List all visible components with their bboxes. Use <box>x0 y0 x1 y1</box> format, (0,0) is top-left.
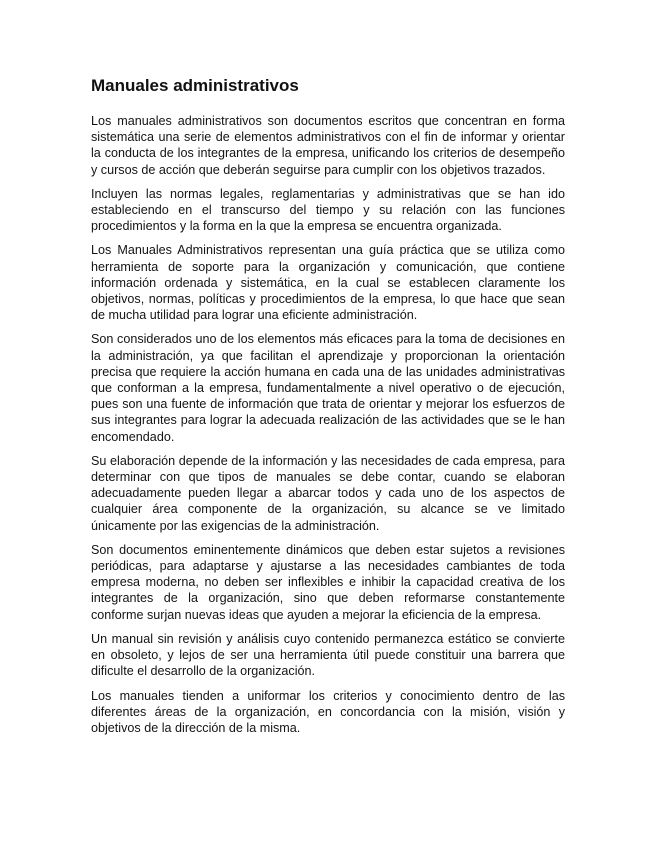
paragraph-1: Los manuales administrativos son documentos escritos que concentran en forma sistemática una serie de elementos administrativos con el fin de informar y orientar la conducta de los integrantes de la empresa, unificando los criterios de desempeño y cursos de acción que deberán seguirse para cumplir con los objetivos trazados. <box>91 114 565 177</box>
paragraph-2: Incluyen las normas legales, reglamentarias y administrativas que se han ido estableciendo en el transcurso del tiempo y su relación con las funciones procedimientos y la forma en la que la empresa se encuentra organizada. <box>91 186 565 234</box>
paragraph-3: Los Manuales Administrativos representan una guía práctica que se utiliza como herramienta de soporte para la organización y comunicación, que contiene información ordenada y sistemática, en la cual se establecen claramente los objetivos, normas, políticas y procedimientos de la empresa, lo que hace que sean de mucha utilidad para lograr una eficiente administración. <box>91 243 565 323</box>
document-page <box>91 76 565 744</box>
paragraph-7: Un manual sin revisión y análisis cuyo contenido permanezca estático se convierte en obsoleto, y lejos de ser una herramienta útil puede constituir una barrera que dificulte el desarrollo de la organización. <box>91 631 565 679</box>
document-title: Manuales administrativos <box>91 76 299 95</box>
paragraph-5: Su elaboración depende de la información y las necesidades de cada empresa, para determinar con que tipos de manuales se debe contar, cuando se elaboran adecuadamente pueden llegar a abarcar todos y cada uno de los aspectos de cualquier área componente de la organización, su alcance se ve limitado únicamente por las exigencias de la administración. <box>91 453 565 533</box>
paragraph-6: Son documentos eminentemente dinámicos que deben estar sujetos a revisiones periódicas, para adaptarse y ajustarse a las necesidades cambiantes de toda empresa moderna, no deben ser inflexibles e inhibir la capacidad creativa de los integrantes de la organización, sino que deben reformarse constantemente conforme surjan nuevas ideas que ayuden a mejorar la eficiencia de la empresa. <box>91 542 565 622</box>
paragraph-8: Los manuales tienden a uniformar los criterios y conocimiento dentro de las diferentes áreas de la organización, en concordancia con la misión, visión y objetivos de la dirección de la misma. <box>91 688 565 735</box>
paragraph-4: Son considerados uno de los elementos más eficaces para la toma de decisiones en la administración, ya que facilitan el aprendizaje y proporcionan la orientación precisa que requiere la acción humana en cada una de las unidades administrativas que conforman a la empresa, fundamentalmente a nivel operativo o de ejecución, pues son una fuente de información que trata de orientar y mejorar los esfuerzos de sus integrantes para lograr la adecuada realización de las actividades que se le han encomendado. <box>91 332 565 444</box>
